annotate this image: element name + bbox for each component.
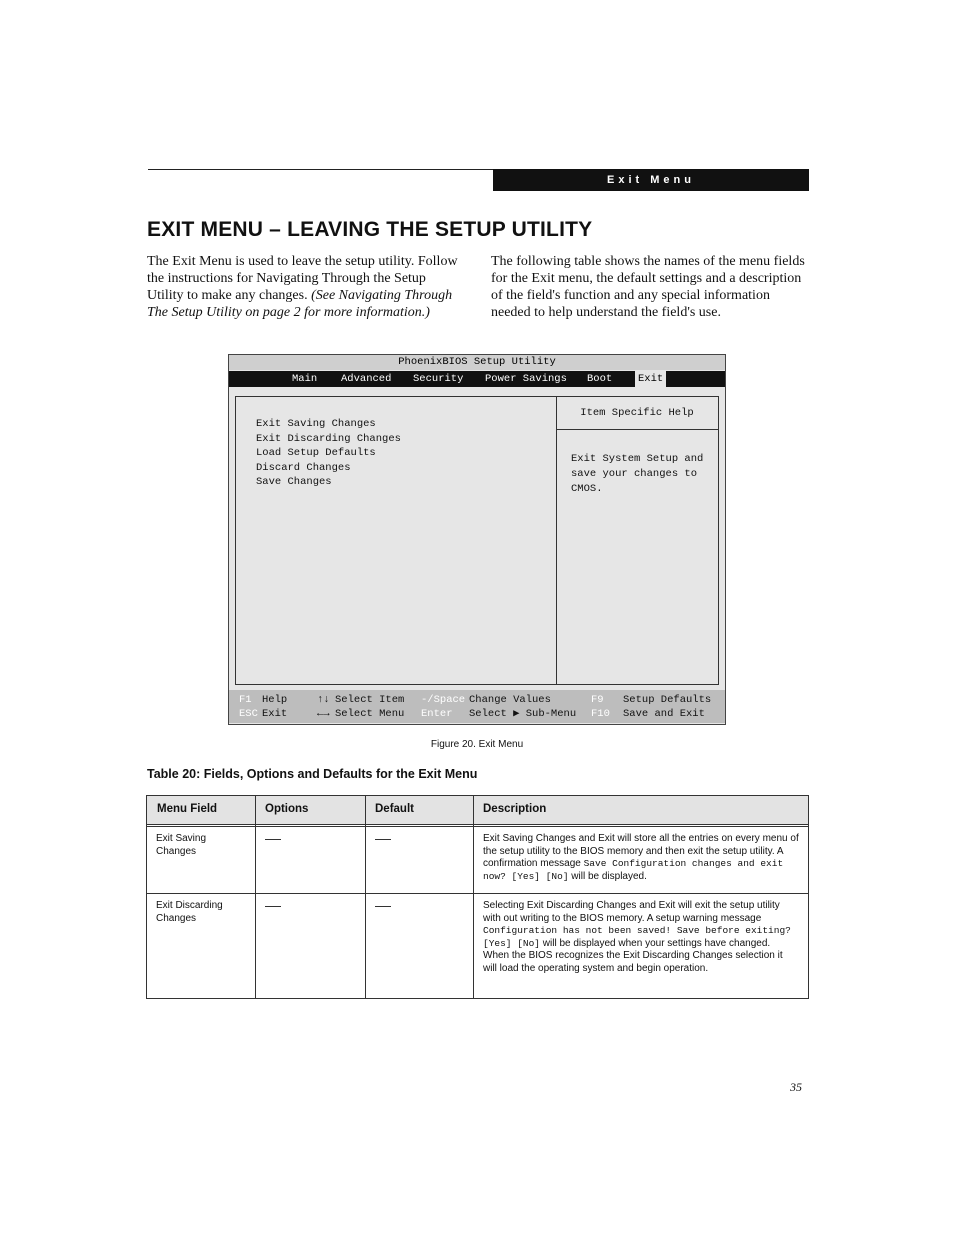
key-f9: F9 — [591, 694, 604, 706]
key-leftright: ←→ — [317, 708, 330, 720]
section-tab: Exit Menu — [493, 169, 809, 191]
bios-menu-boot[interactable]: Boot — [587, 373, 613, 385]
key-esc: ESC — [239, 708, 258, 720]
fields-table — [146, 795, 809, 999]
key-leftright-label: Select Menu — [335, 708, 405, 720]
intro-right: The following table shows the names of the menu fields for the Exit menu, the default settings and a description of the field's function and any special information needed to help understand the field's use. — [491, 254, 805, 320]
header-rule — [148, 169, 493, 170]
row2-desc-end: will be displayed when your settings have changed. When the BIOS recognizes the Exit Discarding Changes selection it will load the operating system and begin operation. — [483, 937, 783, 974]
bios-title: PhoenixBIOS Setup Utility — [229, 355, 725, 370]
row1-default-dash — [375, 839, 391, 840]
table-header-row — [147, 796, 808, 825]
row1-options-dash — [265, 839, 281, 840]
bios-help-title: Item Specific Help — [556, 397, 718, 430]
intro-left-reference: (See Navigating Through The Setup Utility on page 2 for more information.) — [147, 288, 453, 320]
row1-desc-message: Save Configuration changes and exit now? [Yes] [No] — [483, 858, 784, 882]
intro-left-text: The Exit Menu is used to leave the setup utility. Follow the instructions for Navigating Through the Setup Utility to make any changes. — [147, 254, 458, 303]
bios-item-exit-saving[interactable]: Exit Saving Changes — [256, 418, 376, 430]
intro-left — [147, 253, 462, 321]
row2-desc-text: Selecting Exit Discarding Changes and Exit will exit the setup utility with out writing to the BIOS memory. A setup warning message — [483, 900, 780, 924]
row1-desc-text: Exit Saving Changes and Exit will store all the entries on every menu of the setup utility to the BIOS memory and then exit the setup utility. A confirmation message — [483, 833, 799, 869]
column-divider — [255, 796, 256, 998]
row2-options-dash — [265, 906, 281, 907]
key-space: -/Space — [421, 694, 466, 706]
bios-menu-main[interactable]: Main — [292, 373, 318, 385]
bios-main-panel — [235, 396, 557, 685]
header-default: Default — [375, 803, 414, 815]
bios-help-text: Exit System Setup and save your changes to CMOS. — [571, 453, 704, 495]
key-enter-label: Select ▶ Sub-Menu — [469, 708, 577, 720]
row-divider — [147, 893, 808, 894]
bios-menu-advanced[interactable]: Advanced — [341, 373, 392, 385]
row2-default-dash — [375, 906, 391, 907]
bios-item-save-changes[interactable]: Save Changes — [256, 476, 332, 488]
key-f1: F1 — [239, 694, 252, 706]
bios-item-discard-changes[interactable]: Discard Changes — [256, 461, 351, 474]
key-f10: F10 — [591, 708, 610, 720]
row1-desc-end: will be displayed. — [568, 870, 647, 882]
bios-footer — [229, 690, 725, 723]
key-updown: ↑↓ — [317, 694, 330, 706]
header-options: Options — [265, 803, 309, 815]
bios-menu-exit[interactable]: Exit — [635, 371, 666, 387]
bios-menu-security[interactable]: Security — [413, 373, 464, 385]
key-f10-label: Save and Exit — [623, 708, 705, 720]
page-number: 35 — [790, 1080, 802, 1094]
row1-menu-field: Exit Saving Changes — [156, 833, 207, 857]
page-title: EXIT MENU – LEAVING THE SETUP UTILITY — [147, 218, 593, 241]
bios-screenshot — [228, 354, 726, 725]
row2-description — [483, 900, 799, 975]
column-divider — [473, 796, 474, 998]
row2-menu-field: Exit Discarding Changes — [156, 900, 223, 924]
bios-menu-power-savings[interactable]: Power Savings — [485, 373, 567, 385]
header-description: Description — [483, 803, 547, 815]
key-esc-label: Exit — [262, 708, 288, 720]
table-title: Table 20: Fields, Options and Defaults for the Exit Menu — [147, 767, 478, 781]
column-divider — [365, 796, 366, 998]
table-header-rule — [147, 826, 808, 827]
bios-help-panel — [556, 396, 719, 685]
header-menu-field: Menu Field — [157, 803, 218, 815]
figure-caption: Figure 20. Exit Menu — [430, 739, 524, 750]
key-enter: Enter — [421, 708, 453, 720]
key-updown-label: Select Item — [335, 694, 405, 706]
row2-desc-message: Configuration has not been saved! Save before exiting? [Yes] [No] — [483, 925, 791, 949]
bios-item-load-defaults[interactable]: Load Setup Defaults — [256, 447, 376, 459]
key-f9-label: Setup Defaults — [623, 694, 712, 706]
row1-description — [483, 833, 799, 883]
bios-item-list — [256, 417, 401, 490]
key-space-label: Change Values — [469, 694, 551, 706]
key-f1-label: Help — [262, 694, 288, 706]
bios-menubar — [229, 371, 725, 387]
bios-item-exit-discarding[interactable]: Exit Discarding Changes — [256, 432, 401, 445]
